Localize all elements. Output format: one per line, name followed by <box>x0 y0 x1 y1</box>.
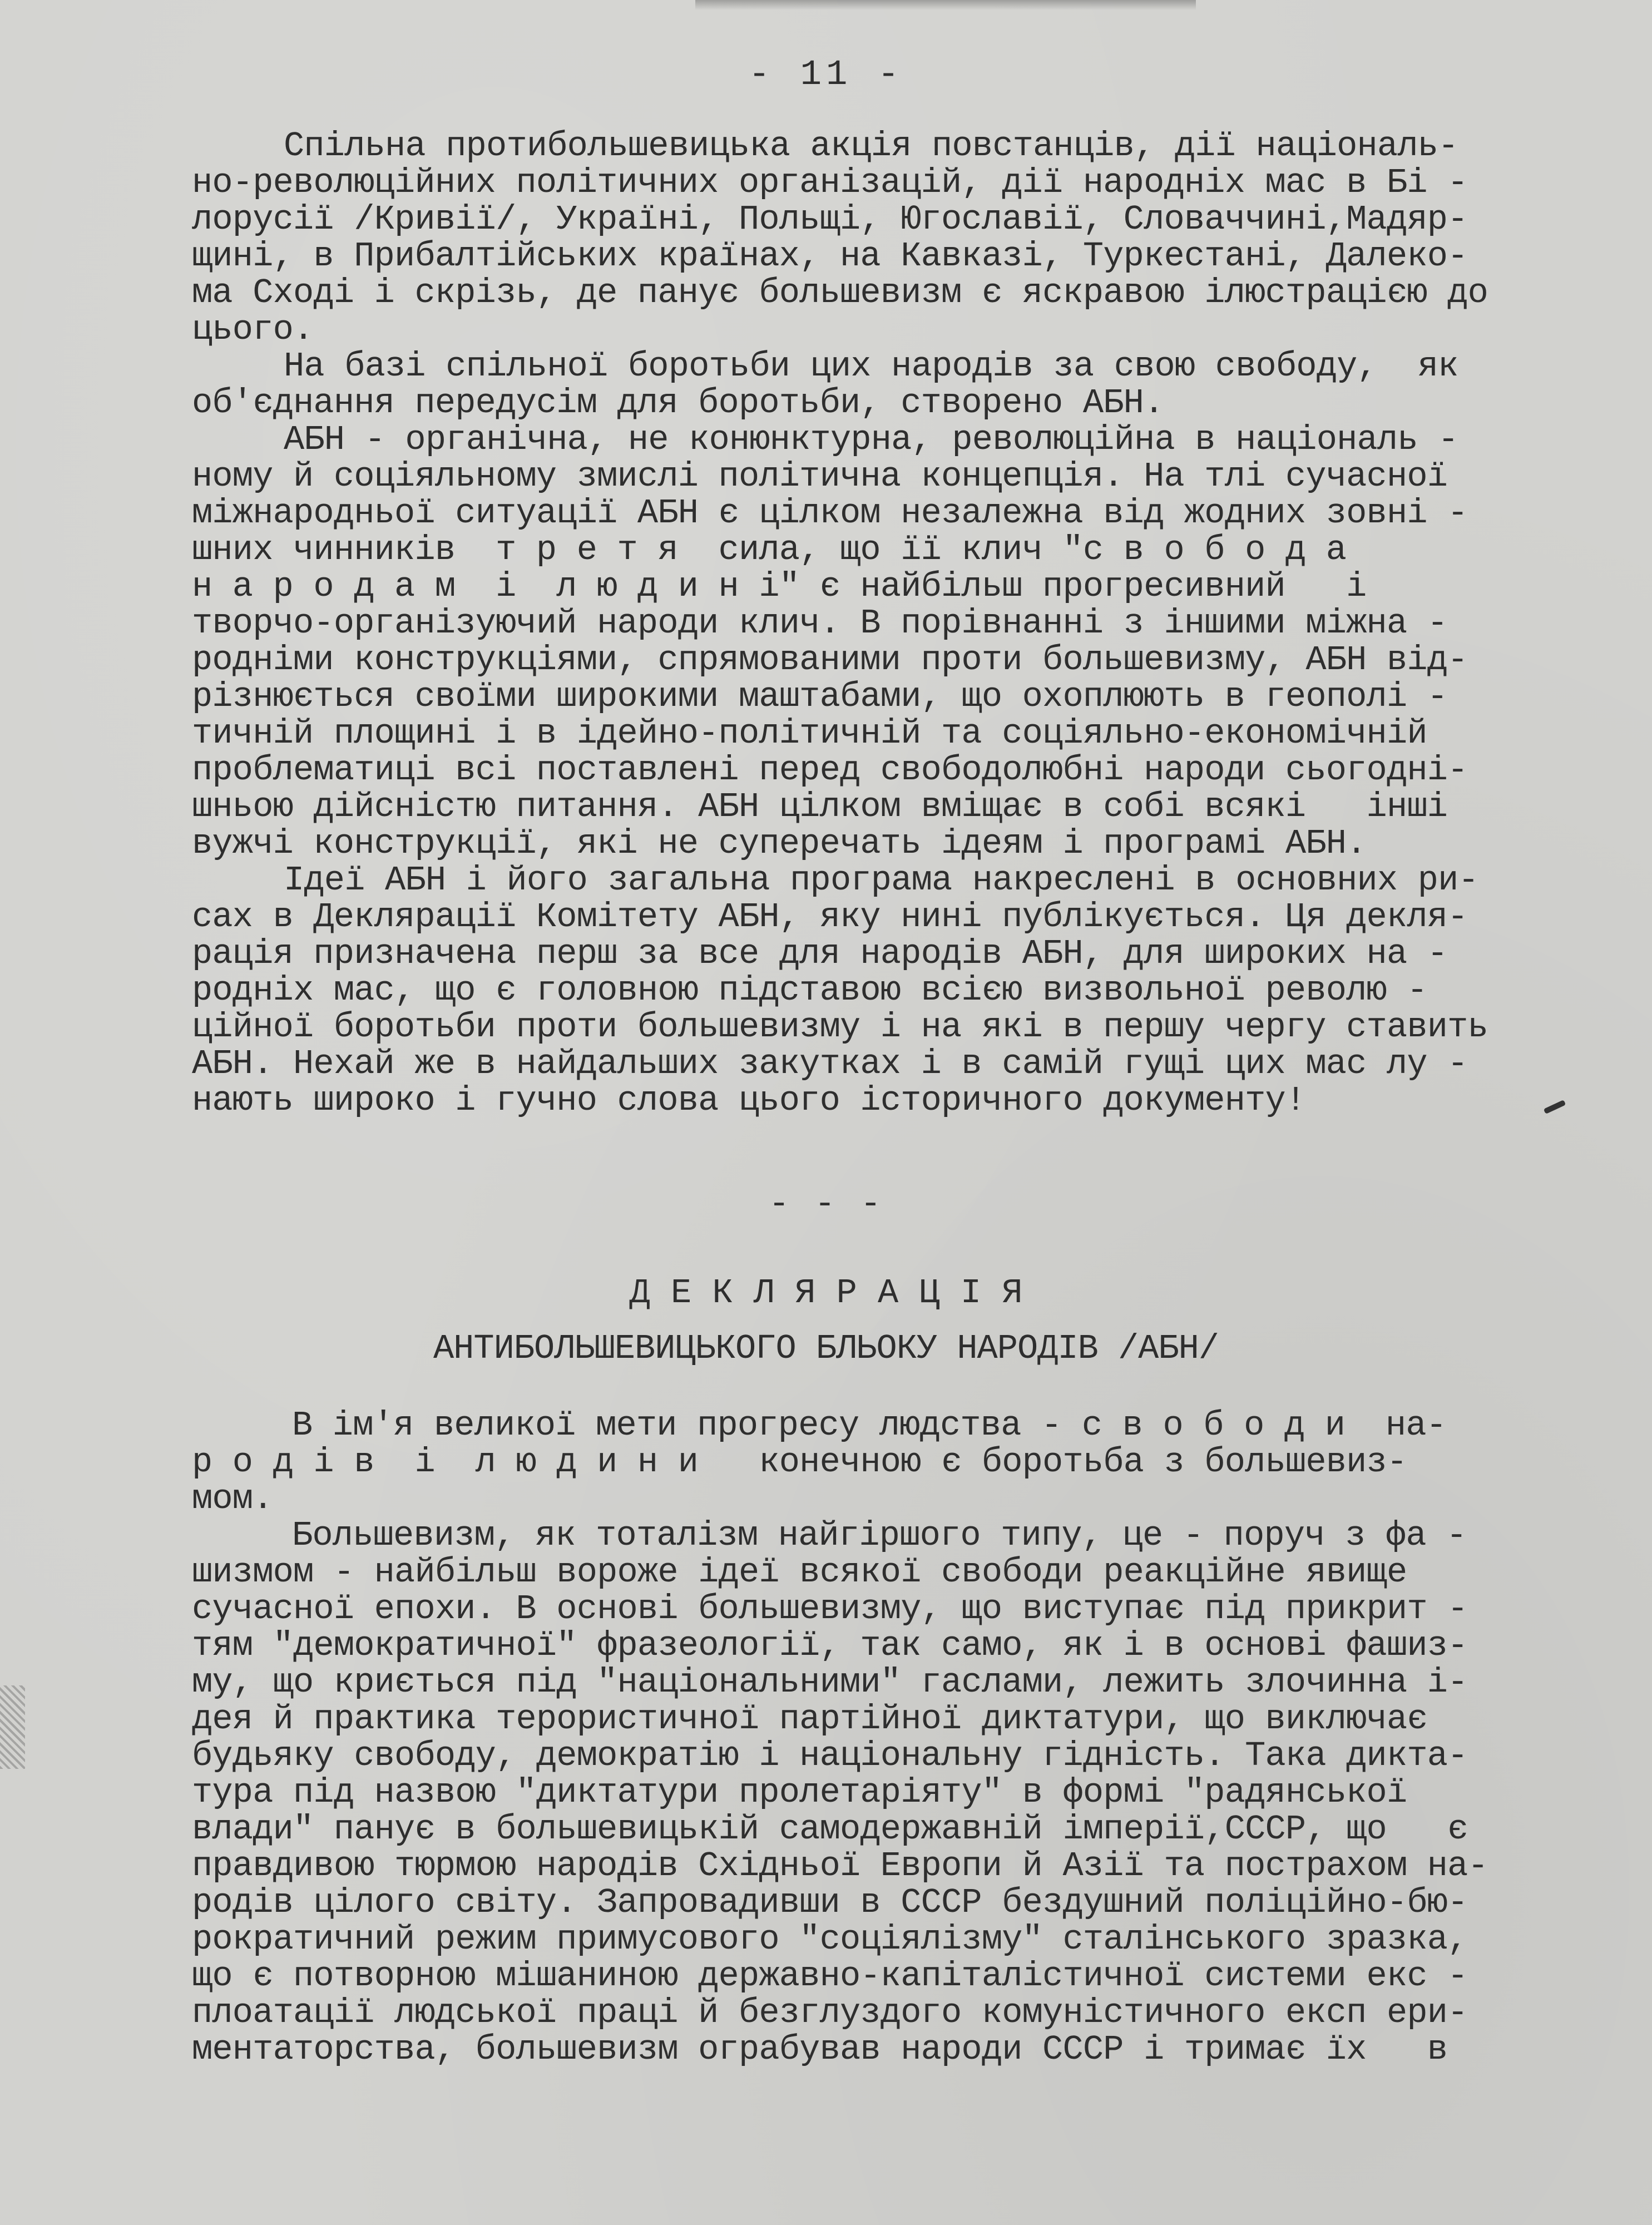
text-line: Большевизм, як тоталізм найгіршого типу, це - поруч з фа - <box>292 1516 1467 1555</box>
text-line: рократичний режим примусового "соціялізму" сталінського зразка, <box>192 1920 1468 1959</box>
text-line: шних чинників т р е т я сила, що її клич "с в о б о д а <box>192 530 1347 570</box>
intro-text <box>192 128 1582 1119</box>
text-line: лорусії /Кривії/, Україні, Польщі, Югославії, Словаччині,Мадяр- <box>192 200 1468 239</box>
text-line: ному й соціяльному змислі політична концепція. На тлі сучасної <box>192 457 1448 496</box>
text-line: що є потворною мішаниною державно-капіталістичної системи екс - <box>192 1956 1468 1996</box>
text-line: Ідеї АБН і його загальна програма накреслені в основних ри- <box>284 861 1478 900</box>
text-line: шизмом - найбільш вороже ідеї всякої свободи реакційне явище <box>192 1552 1407 1592</box>
text-line: цього. <box>192 310 314 349</box>
text-line: родніми конструкціями, спрямованими проти большевизму, АБН від- <box>192 640 1468 680</box>
text-line: плоатації людської праці й безглуздого комуністичного експ ери- <box>192 1993 1468 2033</box>
scan-top-shadow <box>695 0 1196 10</box>
text-line: В ім'я великої мети прогресу людства - с в о б о д и на- <box>292 1406 1447 1445</box>
text-line: тура під назвою "диктатури пролетаріяту" в формі "радянської <box>192 1773 1407 1812</box>
text-line: му, що криється під "національними" гаслами, лежить злочинна і- <box>192 1663 1468 1702</box>
text-line: сучасної епохи. В основі большевизму, що виступає під прикрит - <box>192 1589 1468 1629</box>
text-line: ментаторства, большевизм ограбував народи СССР і тримає їх в <box>192 2030 1448 2069</box>
text-line: сах в Деклярації Комітету АБН, яку нині публікується. Ця декля- <box>192 897 1468 937</box>
text-line: влади" панує в большевицькій самодержавній імперії,СССР, що є <box>192 1809 1468 1849</box>
section-separator: - - - <box>768 1184 884 1224</box>
scan-smudge <box>0 1685 25 1769</box>
text-line: творчо-організуючий народи клич. В порівнанні з іншими міжна - <box>192 604 1448 643</box>
text-line: АБН - органічна, не конюнктурна, революційна в національ - <box>284 420 1458 459</box>
text-line: родніх мас, що є головною підставою всією визвольної револю - <box>192 971 1427 1010</box>
text-line: шньою дійсністю питання. АБН цілком вміщає в собі всякі інші <box>192 787 1448 827</box>
text-line: н а р о д а м і л ю д и н і" є найбільш прогресивний і <box>192 567 1367 606</box>
text-line: рація призначена перш за все для народів АБН, для широких на - <box>192 934 1448 973</box>
text-line: щині, в Прибалтійських країнах, на Кавказі, Туркестані, Далеко- <box>192 236 1468 276</box>
text-line: АБН. Нехай же в найдальших закутках і в самій гущі цих мас лу - <box>192 1044 1468 1084</box>
text-line: ма Сході і скрізь, де панує большевизм є яскравою ілюстрацією до <box>192 273 1488 313</box>
text-line: Спільна протибольшевицька акція повстанців, дії національ- <box>284 126 1458 166</box>
text-line: ційної боротьби проти большевизму і на які в першу чергу ставить <box>192 1007 1488 1047</box>
text-line: тям "демократичної" фразеології, так само, як і в основі фашиз- <box>192 1626 1468 1665</box>
declaration-subtitle: АНТИБОЛЬШЕВИЦЬКОГО БЛЬОКУ НАРОДІВ /АБН/ <box>433 1329 1219 1368</box>
declaration-title: Д Е К Л Я Р А Ц І Я <box>629 1273 1023 1313</box>
text-line: міжнародньої ситуації АБН є цілком незалежна від жодних зовні - <box>192 493 1468 533</box>
text-line: об'єднання передусім для боротьби, створено АБН. <box>192 383 1164 423</box>
text-line: тичній площині і в ідейно-політичній та соціяльно-економічній <box>192 714 1427 753</box>
text-line: родів цілого світу. Запровадивши в СССР бездушний поліційно-бю- <box>192 1883 1468 1922</box>
text-line: нають широко і гучно слова цього історичного документу! <box>192 1081 1306 1120</box>
text-line: но-революційних політичних організацій, дії народніх мас в Бі - <box>192 163 1468 202</box>
text-line: дея й практика терористичної партійної диктатури, що виключає <box>192 1699 1427 1739</box>
text-line: вужчі конструкції, які не суперечать ідеям і програмі АБН. <box>192 824 1367 863</box>
text-line: На базі спільної боротьби цих народів за свою свободу, як <box>284 347 1458 386</box>
text-line: будьяку свободу, демократію і національну гідність. Така дикта- <box>192 1736 1468 1776</box>
text-line: різнюється своїми широкими маштабами, що охоплюють в геополі - <box>192 677 1448 716</box>
text-line: р о д і в і л ю д и н и конечною є боротьба з большевиз- <box>192 1442 1407 1482</box>
text-line: правдивою тюрмою народів Східньої Европи й Азії та пострахом на- <box>192 1846 1488 1886</box>
page-number: - 11 - <box>748 55 904 95</box>
text-line: проблематиці всі поставлені перед свободолюбні народи сьогодні- <box>192 750 1468 790</box>
declaration-text <box>192 1407 1582 2068</box>
text-line: мом. <box>192 1479 273 1519</box>
